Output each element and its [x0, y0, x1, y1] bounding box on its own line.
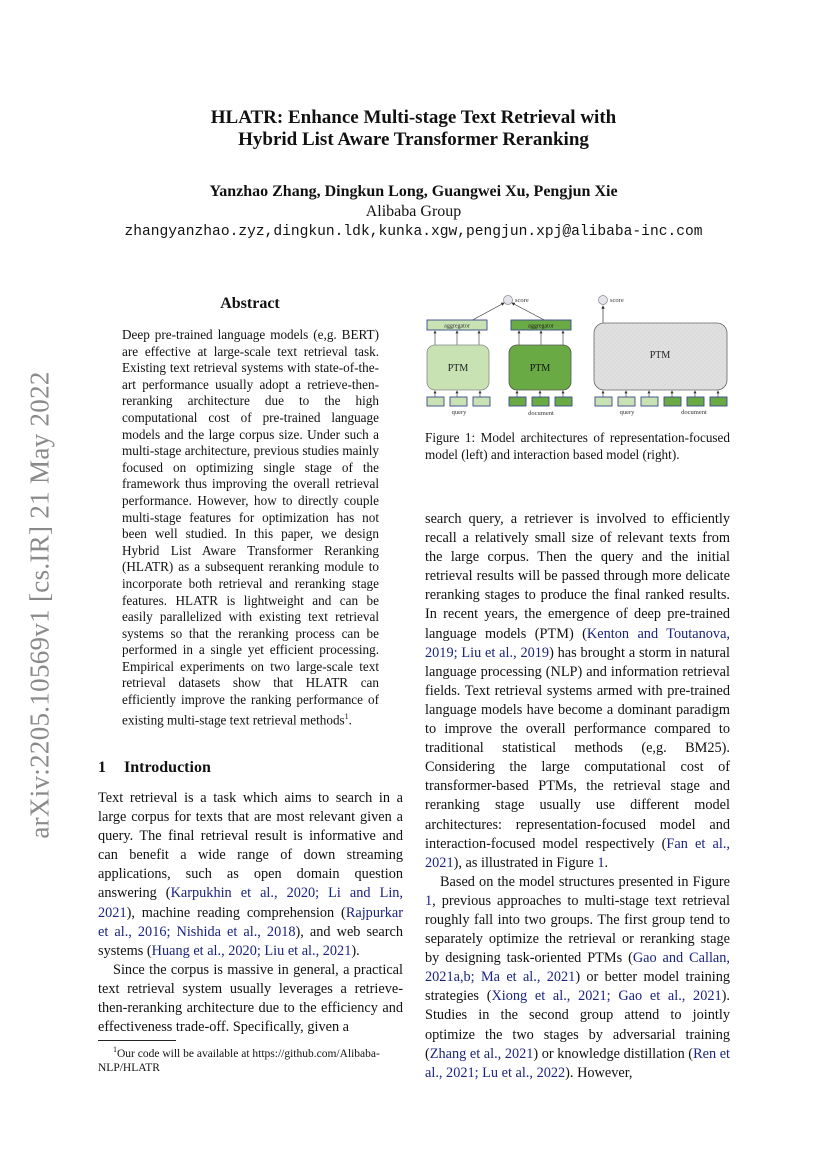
citation-link[interactable]: 1 [425, 892, 433, 909]
citation-link[interactable]: Xiong et al., 2021; Gao et al., 2021 [491, 988, 722, 1005]
footnote-rule [98, 1040, 176, 1041]
doc-token-box [555, 397, 572, 406]
citation-link[interactable]: Karpukhin et al., 2020; Li and Lin, 2021 [98, 885, 404, 921]
paragraph-text: ), as illustrated in Figure [453, 854, 598, 871]
paragraph-text: ). However, [565, 1064, 633, 1081]
int-doc-token-box [710, 397, 727, 406]
doc-aggregator-label: aggregator [528, 323, 554, 330]
citation-link[interactable]: Kenton and Toutanova, 2019; Liu et al., 2019 [425, 625, 730, 661]
query-tower [427, 320, 490, 416]
figure-caption: Figure 1: Model architectures of representation-focused model (left) and interaction based model (right). [425, 430, 730, 462]
int-query-token-box [641, 397, 658, 406]
section-number: 1 [98, 759, 106, 776]
doc-token-box [509, 397, 526, 406]
paper-title [0, 107, 827, 151]
citation-link[interactable]: Rajpurkar et al., 2016; Nishida et al., 2018 [98, 904, 403, 940]
intro-paragraph-2 [98, 961, 403, 1037]
footnote [98, 1043, 403, 1075]
query-token-box [427, 397, 444, 406]
arxiv-id: arXiv:2205.10569v1 [cs.IR] 21 May 2022 [24, 371, 55, 839]
paragraph-text: ). Studies in the second group attend to jointly optimize the two stages by adversarial training ( [425, 988, 730, 1062]
title-line-2: Hybrid List Aware Transformer Reranking [238, 129, 589, 150]
figure-architecture-diagram [420, 290, 740, 425]
doc-ptm-label: PTM [529, 363, 551, 374]
intro-paragraph-1 [98, 789, 403, 961]
intro-paragraph-2-continued [425, 510, 730, 873]
int-doc-token-box [664, 397, 681, 406]
citation-link[interactable]: Huang et al., 2020; Liu et al., 2021 [151, 942, 352, 959]
footnote-text: Our code will be available at https://github.com/Alibaba-NLP/HLATR [98, 1047, 380, 1074]
int-score-node [599, 296, 608, 305]
paragraph-text: , previous approaches to multi-stage text retrieval roughly fall into two groups. The first group tend to separately optimize the retrieval or reranking stage by designing task-oriented PTMs ( [425, 892, 730, 967]
paragraph-text: ). [351, 942, 360, 959]
paragraph-text: Based on the model structures presented in Figure [440, 873, 730, 890]
citation-link[interactable]: 1 [597, 854, 605, 871]
query-label: query [451, 409, 467, 416]
intro-right-column [425, 510, 730, 1083]
abstract-body-text: Deep pre-trained language models (e,g. BERT) are effective at large-scale text retrieval task. Existing text retrieval systems with state-of-the-art performance usually adopt a retrieve-then-reranking architecture due to the high computational cost of pre-trained language models and the large corpus size. Under such a multi-stage architecture, previous studies mainly focused on optimizing single stage of the framework thus improving the overall retrieval performance. However, how to directly couple multi-stage features for optimization has not been well studied. In this paper, we design Hybrid List Aware Transformer Reranking (HLATR) as a subsequent reranking module to incorporate both retrieval and reranking stage features. HLATR is lightweight and can be easily parallelized with existing text retrieval systems so that the reranking process can be performed in a single yet efficient processing. Empirical experiments on two large-scale text retrieval datasets show that HLATR can efficiently improve the ranking performance of existing multi-stage text retrieval methods [122, 327, 379, 728]
section-title: Introduction [124, 759, 211, 776]
intro-left-column [98, 789, 403, 1037]
paragraph-text: ) has brought a storm in natural language processing (NLP) and information retrieval fields. Text retrieval systems armed with pre-trained language models have become a dominant paradigm to improve the overall performance compared to traditional statistical methods (e,g. BM25). Considering the large computational cost of transformer-based PTMs, the retrieval stage and reranking stage usually use different model architectures: representation-focused model and interaction-focused model respectively ( [425, 644, 730, 852]
footnote-ref[interactable]: 1 [344, 711, 349, 721]
citation-link[interactable]: Zhang et al., 2021 [429, 1045, 534, 1062]
rep-score-label: score [515, 297, 529, 304]
author-emails: zhangyanzhao.zyz,dingkun.ldk,kunka.xgw,pengjun.xpj@alibaba-inc.com [124, 224, 703, 240]
query-ptm-label: PTM [447, 363, 469, 374]
interaction-model [594, 296, 727, 417]
int-query-token-box [618, 397, 635, 406]
affiliation: Alibaba Group [365, 203, 462, 220]
paragraph-text: ), and web search systems ( [98, 923, 403, 959]
int-query-label: query [619, 409, 635, 416]
paragraph-text: ) or knowledge distillation ( [533, 1045, 694, 1062]
query-token-box [473, 397, 490, 406]
int-document-label: document [681, 409, 707, 416]
doc-token-box [532, 397, 549, 406]
arxiv-stamp [20, 360, 60, 850]
paragraph-text: ), machine reading comprehension ( [126, 904, 346, 921]
document-tower [509, 320, 572, 417]
paragraph-text: . [604, 854, 609, 871]
int-ptm-label: PTM [649, 350, 671, 361]
query-token-box [450, 397, 467, 406]
paragraph-text: search query, a retriever is involved to efficiently recall a relatively small size of relevant texts from the large corpus. Then the query and the initial retrieval results will be passed through more delicate reranking stages to produce the final ranked results. In recent years, the emergence of deep pre-trained language models (PTM) ( [425, 511, 730, 642]
paragraph-text: Since the corpus is massive in general, a practical text retrieval system usually leverages a retrieve-then-reranking architecture due to the efficiency and effectiveness trade-off. Specifically, given a [98, 961, 403, 1036]
int-score-label: score [610, 297, 624, 304]
int-query-token-box [595, 397, 612, 406]
intro-paragraph-3 [425, 873, 730, 1083]
section-heading-introduction [98, 759, 403, 777]
query-aggregator-label: aggregator [444, 323, 470, 330]
footnote-mark: 1 [113, 1045, 117, 1054]
paragraph-text: Text retrieval is a task which aims to search in a large corpus for texts that are most relevant given a query. The final retrieval result is informative and can benefit a wide range of down streaming applications, such as open domain question answering ( [98, 790, 403, 902]
figure-1 [420, 290, 740, 425]
citation-link[interactable]: Fan et al., 2021 [425, 835, 730, 871]
abstract-text [122, 327, 379, 729]
citation-link[interactable]: Ren et al., 2021; Lu et al., 2022 [425, 1045, 731, 1081]
int-doc-token-box [687, 397, 704, 406]
citation-link[interactable]: Gao and Callan, 2021a,b; Ma et al., 2021 [425, 950, 730, 986]
abstract-heading: Abstract [220, 295, 280, 312]
document-label: document [528, 410, 554, 417]
authors: Yanzhao Zhang, Dingkun Long, Guangwei Xu, Pengjun Xie [209, 183, 618, 200]
abstract-end: . [348, 712, 352, 728]
title-line-1: HLATR: Enhance Multi-stage Text Retrieval with [210, 107, 617, 128]
rep-score-node [504, 296, 529, 305]
paragraph-text: ) or better model training strategies ( [425, 969, 730, 1005]
